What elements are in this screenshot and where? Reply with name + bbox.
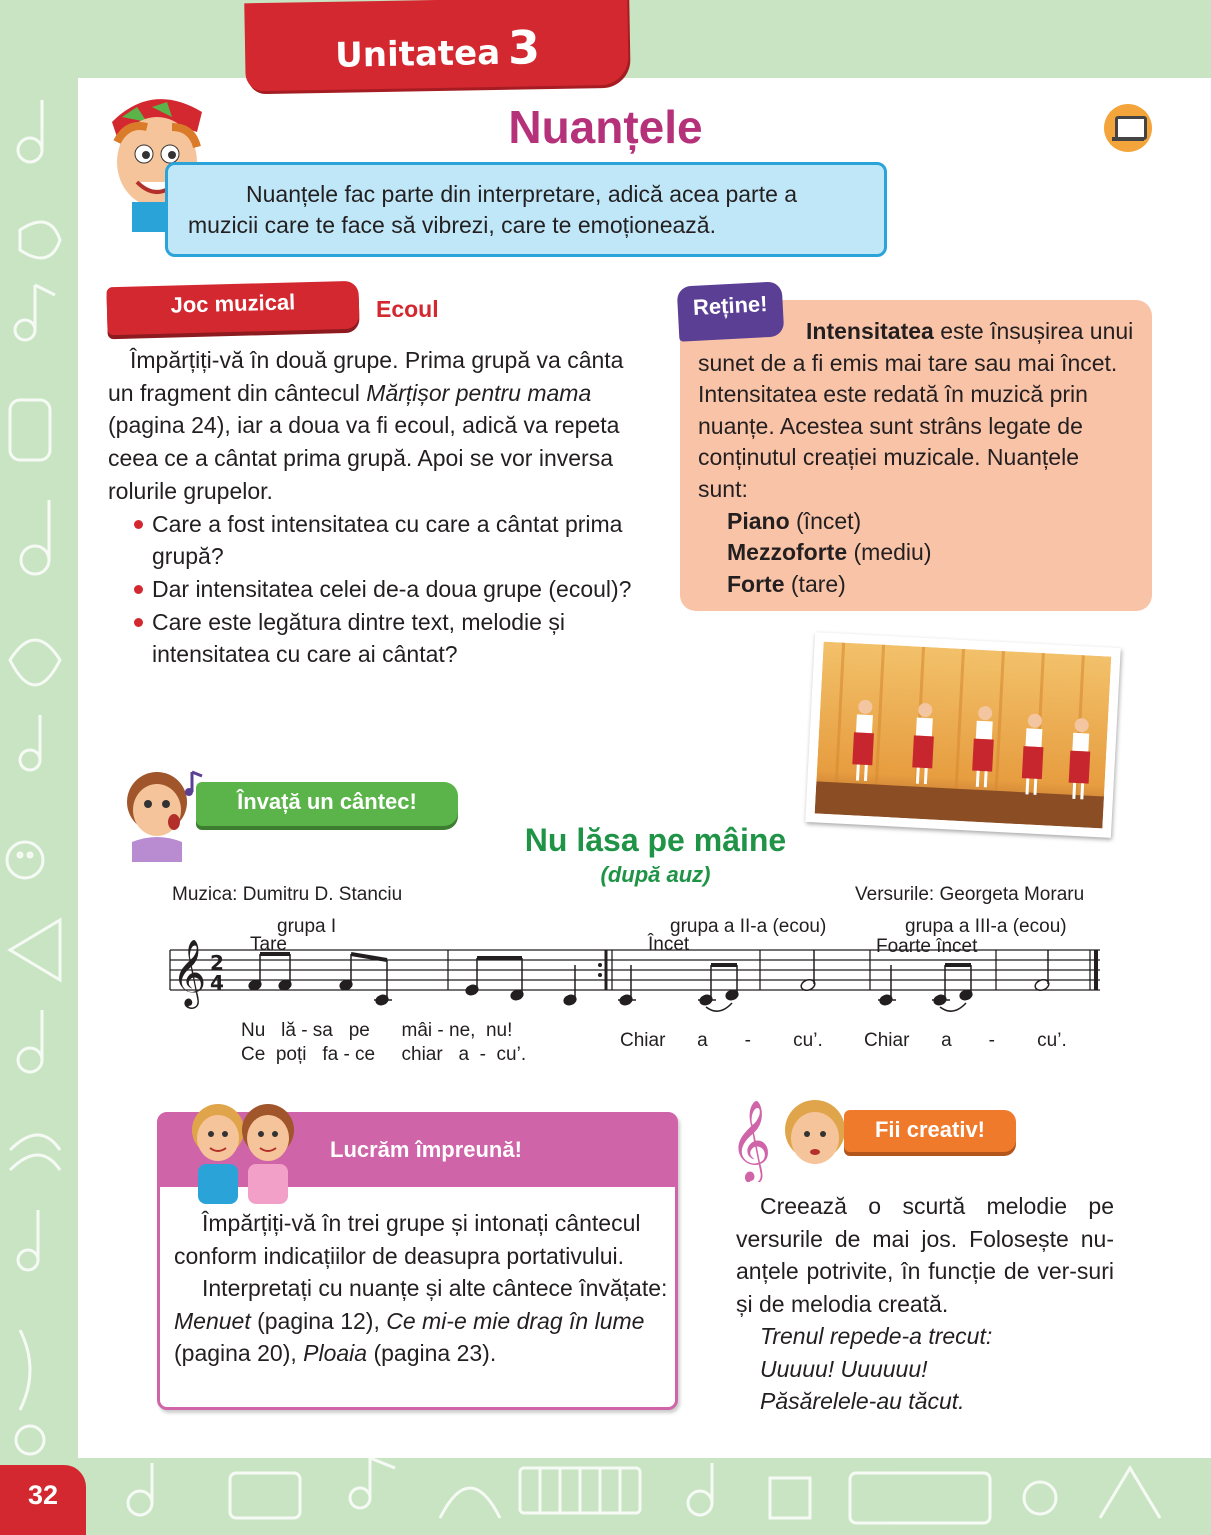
unit-number: 3 xyxy=(507,20,541,75)
music-credit: Muzica: Dumitru D. Stanciu xyxy=(172,884,403,905)
creative-text xyxy=(736,1190,1114,1418)
unit-label: Unitatea xyxy=(334,32,501,76)
game-song-name: Mărțișor pentru mama xyxy=(366,379,592,406)
music-doodles-bottom xyxy=(0,1458,1211,1535)
work-text-a: Interpretați cu nuanțe și alte cântece învățate: xyxy=(202,1275,668,1301)
nuance-name: Mezzoforte xyxy=(727,539,848,566)
verse-line: Păsărelele-au tăcut. xyxy=(760,1388,965,1414)
song-ref-ploaia: Ploaia xyxy=(303,1340,368,1366)
dynamic-tare: Tare xyxy=(250,934,287,955)
page-number: 32 xyxy=(0,1465,86,1535)
song-ref-menuet: Menuet xyxy=(174,1307,251,1334)
work-text-c: (pagina 20), xyxy=(174,1340,304,1366)
creative-ribbon: Fii creativ! xyxy=(844,1110,1016,1152)
retine-definition xyxy=(698,316,1134,506)
work-text-d: (pagina 23). xyxy=(367,1340,497,1366)
lyrics-line-2: Ce poți fa - ce chiar a - cu’. xyxy=(241,1044,527,1065)
game-ribbon: Joc muzical xyxy=(106,281,359,336)
group-label-3: grupa a III-a (ecou) xyxy=(905,916,1067,937)
game-question: Dar intensitatea celei de-a doua grupe (ecoul)? xyxy=(130,573,648,606)
nuance-piano xyxy=(727,506,1134,538)
nuance-forte xyxy=(727,569,1134,601)
group-label-2: grupa a II-a (ecou) xyxy=(670,916,827,937)
nuance-mezzoforte xyxy=(727,537,1134,569)
song-ribbon: Învață un cântec! xyxy=(196,782,458,826)
unit-tab xyxy=(244,0,628,91)
retine-term: Intensitatea xyxy=(806,318,934,344)
verse-line: Uuuuu! Uuuuuu! xyxy=(760,1355,928,1382)
work-text-b: (pagina 12), xyxy=(250,1307,387,1334)
game-title: Ecoul xyxy=(376,296,439,322)
dynamic-incet: Încet xyxy=(648,934,690,955)
music-staff xyxy=(160,910,1110,1020)
game-question: Care a fost intensitatea cu care a cântat prima grupă? xyxy=(130,508,648,573)
game-question: Care este legătura dintre text, melodie și intensitatea cu care ai cântat? xyxy=(130,606,648,671)
two-kids-illustration xyxy=(180,1092,310,1212)
game-paragraph xyxy=(108,344,648,508)
nuance-name: Piano xyxy=(727,507,790,534)
retine-text: este însușirea unui sunet de a fi emis mai tare sau mai încet. Intensitatea este redată în muzică prin nuanțe. Acestea sunt strâns legate de conținutul creației muzicale. Nuanțele sunt: xyxy=(698,318,1134,502)
nuance-meaning: (tare) xyxy=(784,570,846,597)
intro-box xyxy=(165,162,887,257)
lyrics-line-1: Nu lă - sa pe mâi - ne, nu! xyxy=(241,1020,513,1041)
time-signature-bottom: 4 xyxy=(210,971,224,995)
game-text xyxy=(108,344,648,671)
work-paragraph-2 xyxy=(174,1272,669,1370)
nuance-name: Forte xyxy=(727,570,785,597)
computer-icon[interactable] xyxy=(1104,104,1152,152)
treble-clef-icon: 𝄞 xyxy=(172,938,207,1006)
game-questions xyxy=(130,508,648,672)
game-paragraph-a: Împărțiți-vă în două grupe. Prima grupă va cânta un fragment din cântecul xyxy=(108,347,624,406)
intro-text: Nuanțele fac parte din interpretare, adică acea parte a muzicii care te face să vibrezi, care te emoționează. xyxy=(188,181,798,238)
lyrics-echo-1: Chiar a - cu’. xyxy=(620,1030,823,1051)
nuance-meaning: (încet) xyxy=(789,507,862,534)
song-ref-drag: Ce mi-e mie drag în lume xyxy=(386,1307,645,1334)
work-paragraph-1: Împărțiți-vă în trei grupe și intonați cântecul conform indicațiilor de deasupra portativului. xyxy=(174,1210,641,1269)
nuance-meaning: (mediu) xyxy=(847,539,932,566)
dancers-photo xyxy=(805,632,1121,838)
group-label-1: grupa I xyxy=(277,916,337,937)
creative-instructions: Creează o scurtă melodie pe versurile de mai jos. Folosește nu-anțele potrivite, în funcție de ver-suri și de melodia creată. xyxy=(736,1193,1114,1317)
song-subtitle: (după auz) xyxy=(600,862,711,887)
verse-line: Trenul repede-a trecut: xyxy=(760,1323,993,1349)
work-ribbon: Lucrăm împreună! xyxy=(330,1137,522,1162)
lyrics-credit: Versurile: Georgeta Moraru xyxy=(855,884,1085,905)
time-signature-top: 2 xyxy=(210,951,224,975)
svg-text:𝄞: 𝄞 xyxy=(730,1099,772,1181)
song-title: Nu lăsa pe mâine xyxy=(524,822,787,858)
dynamic-foarte-incet: Foarte încet xyxy=(876,936,978,957)
retine-ribbon: Reține! xyxy=(677,281,785,341)
music-doodles-left xyxy=(0,0,78,1535)
lyrics-echo-2: Chiar a - cu’. xyxy=(864,1030,1067,1051)
game-paragraph-b: (pagina 24), iar a doua va fi ecoul, adică va repeta ceea ce a cântat prima grupă. Apoi se vor inversa rolurile grupelor. xyxy=(108,412,620,504)
lesson-title: Nuanțele xyxy=(508,101,703,153)
work-text xyxy=(174,1207,669,1370)
retine-box xyxy=(680,300,1152,611)
